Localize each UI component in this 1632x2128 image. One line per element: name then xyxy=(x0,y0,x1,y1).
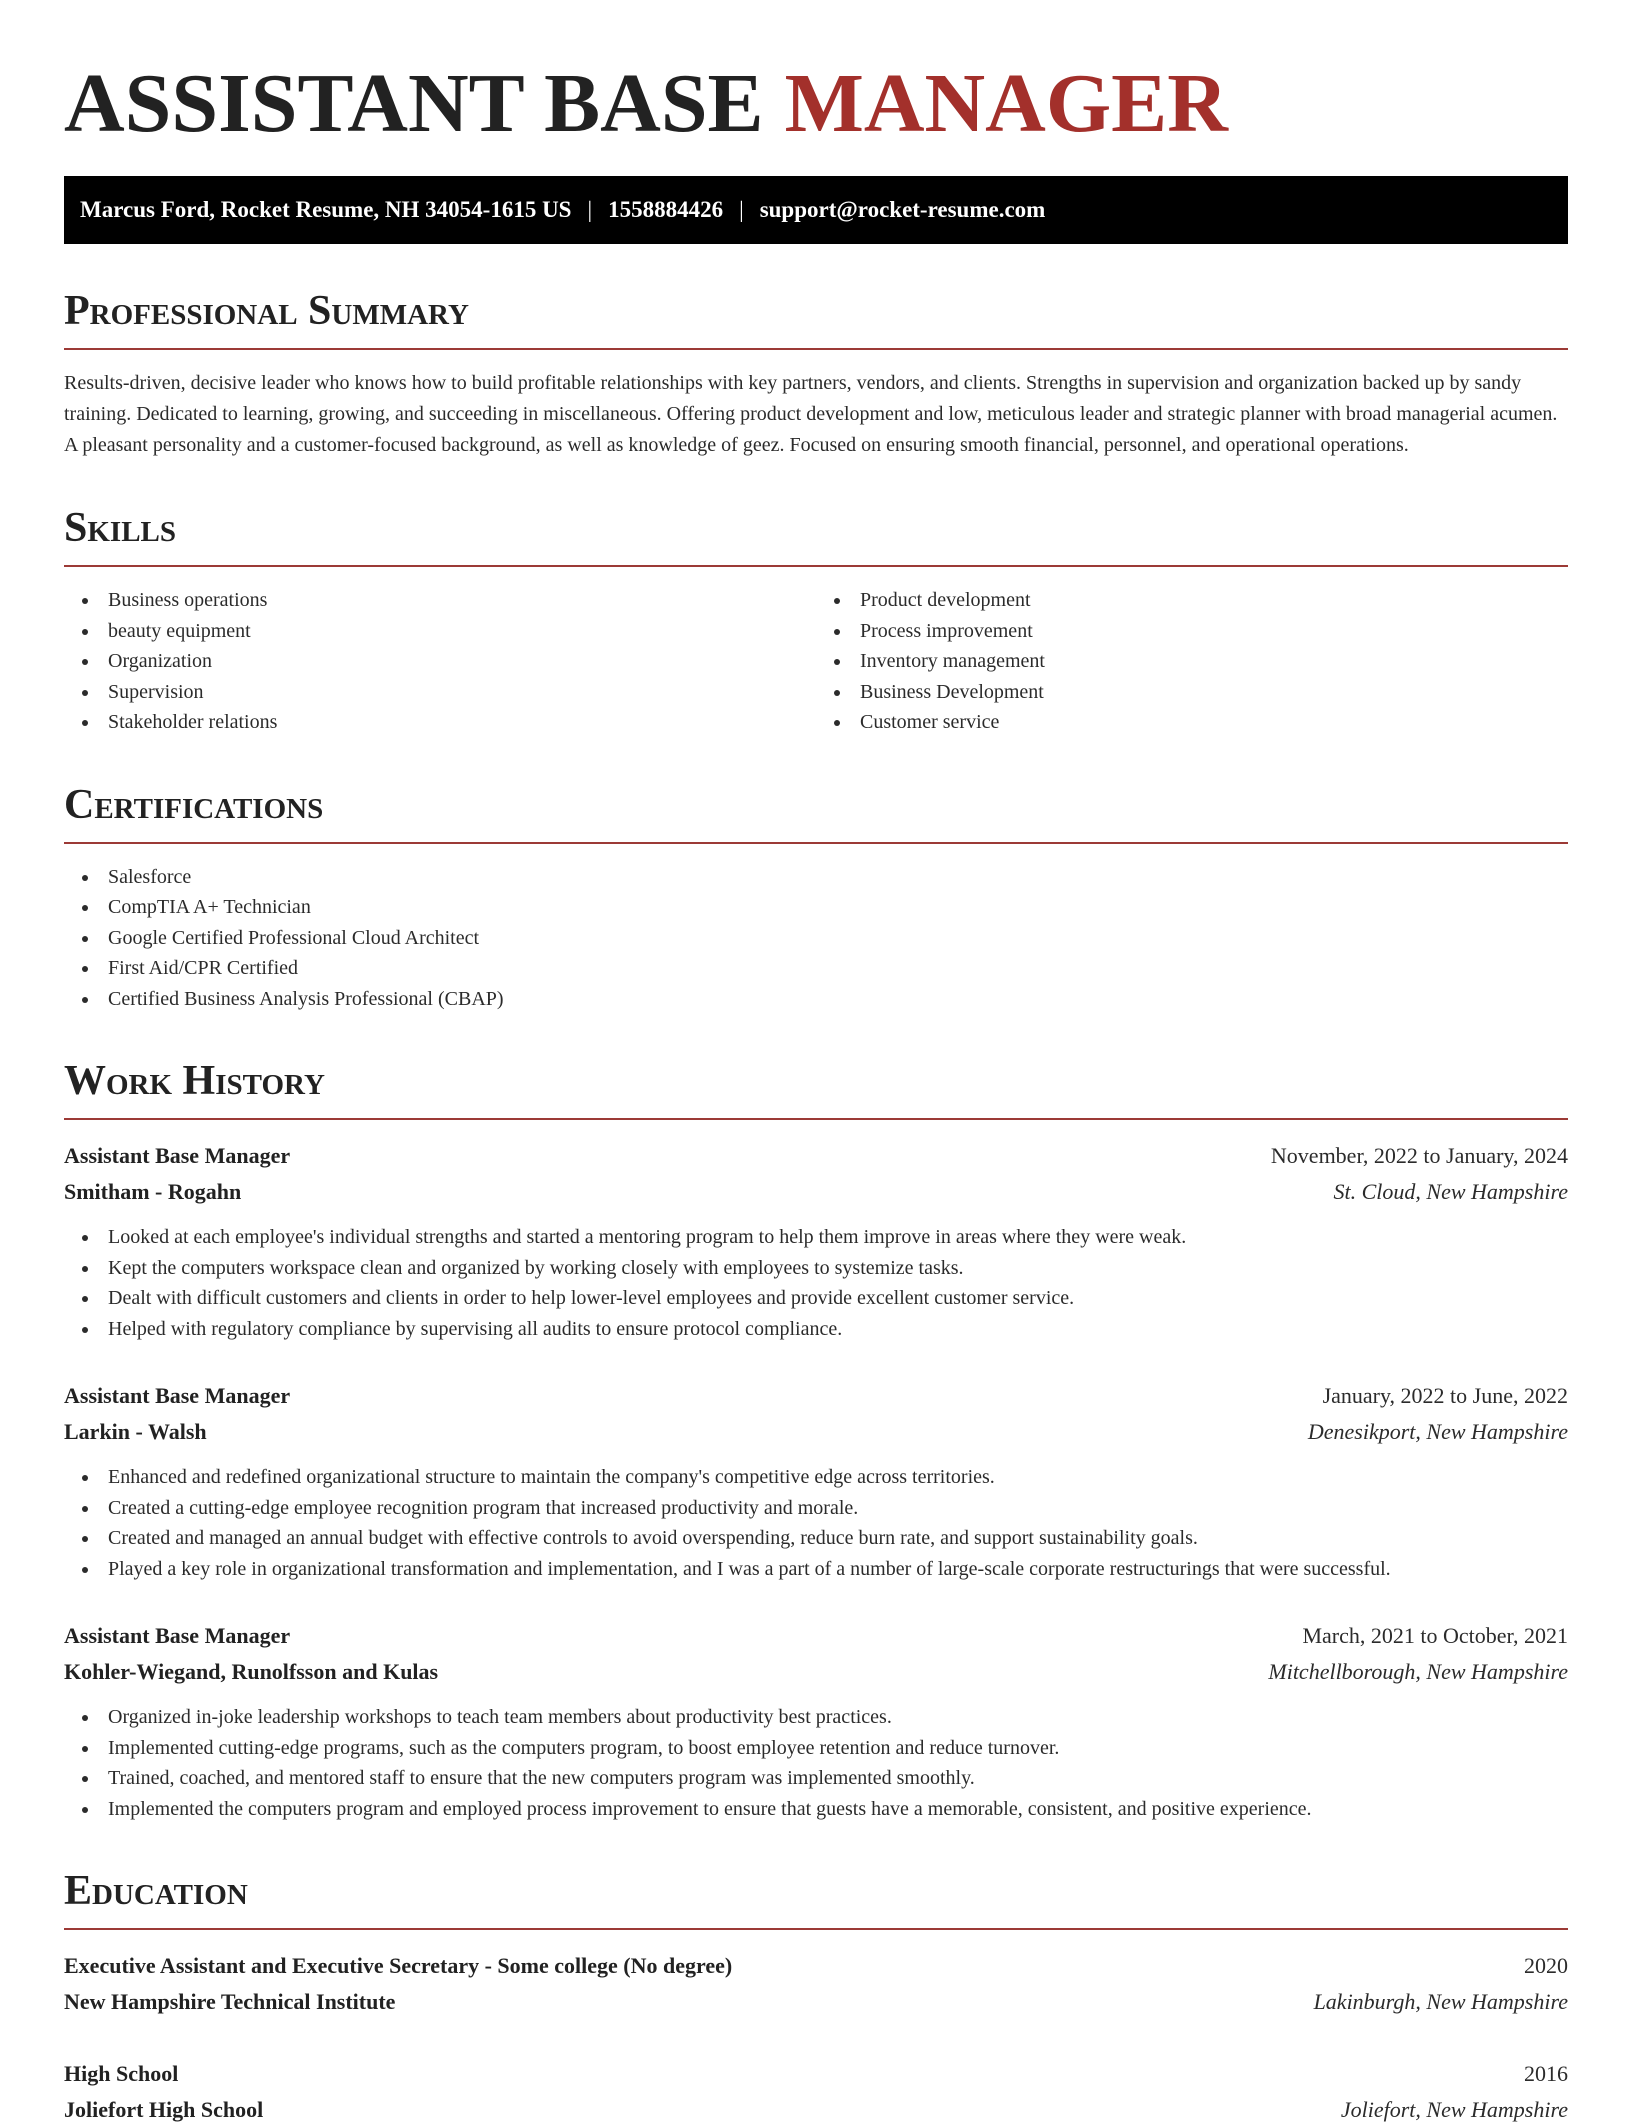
contact-phone[interactable]: 1558884426 xyxy=(608,197,724,222)
resume-page xyxy=(64,0,1568,2128)
education-location: Joliefort, New Hampshire xyxy=(1340,2097,1568,2122)
skill-item: Customer service xyxy=(816,707,1568,738)
job-company: Kohler-Wiegand, Runolfsson and Kulas xyxy=(64,1659,439,1684)
job-bullet: Helped with regulatory compliance by supervising all audits to ensure protocol compliance. xyxy=(64,1314,1568,1345)
job-title: Assistant Base Manager xyxy=(64,1623,291,1648)
job-location: Mitchellborough, New Hampshire xyxy=(1268,1659,1568,1684)
skill-item: beauty equipment xyxy=(64,616,816,647)
skills-list-right xyxy=(816,585,1568,738)
certifications-list xyxy=(64,862,1568,1015)
section-heading-certifications: Certifications xyxy=(64,782,1568,844)
job-bullet: Dealt with difficult customers and clients in order to help lower-level employees and provide excellent customer service. xyxy=(64,1283,1568,1314)
skills-list-left xyxy=(64,585,816,738)
skill-item: Process improvement xyxy=(816,616,1568,647)
contact-separator: | xyxy=(587,197,593,222)
education-entry xyxy=(64,2056,1568,2128)
skills-section xyxy=(64,505,1568,738)
section-heading-education: Education xyxy=(64,1868,1568,1930)
job-dates: January, 2022 to June, 2022 xyxy=(1322,1383,1568,1408)
job-location: St. Cloud, New Hampshire xyxy=(1333,1179,1568,1204)
education-school: Joliefort High School xyxy=(64,2097,264,2122)
title-main: ASSISTANT BASE xyxy=(64,57,764,150)
job-bullets xyxy=(64,1462,1568,1584)
education-year: 2016 xyxy=(1524,2061,1568,2086)
certification-item: CompTIA A+ Technician xyxy=(64,892,1568,923)
work-history-section xyxy=(64,1058,1568,1824)
job-bullet: Implemented cutting-edge programs, such as the computers program, to boost employee retention and reduce turnover. xyxy=(64,1733,1568,1764)
certification-item: Salesforce xyxy=(64,862,1568,893)
job-entry xyxy=(64,1138,1568,1344)
job-bullet: Enhanced and redefined organizational structure to maintain the company's competitive edge across territories. xyxy=(64,1462,1568,1493)
certification-item: Certified Business Analysis Professional (CBAP) xyxy=(64,984,1568,1015)
education-degree: High School xyxy=(64,2061,179,2086)
job-bullet: Looked at each employee's individual strengths and started a mentoring program to help them improve in areas where they were weak. xyxy=(64,1222,1568,1253)
skill-item: Stakeholder relations xyxy=(64,707,816,738)
contact-separator: | xyxy=(739,197,744,222)
resume-title xyxy=(64,56,1568,152)
title-accent: MANAGER xyxy=(784,57,1228,150)
job-company: Smitham - Rogahn xyxy=(64,1179,242,1204)
skill-item: Supervision xyxy=(64,677,816,708)
job-bullet: Kept the computers workspace clean and organized by working closely with employees to systemize tasks. xyxy=(64,1253,1568,1284)
job-dates: November, 2022 to January, 2024 xyxy=(1270,1143,1568,1168)
summary-section xyxy=(64,288,1568,461)
skill-item: Organization xyxy=(64,646,816,677)
education-location: Lakinburgh, New Hampshire xyxy=(1313,1989,1568,2014)
education-year: 2020 xyxy=(1524,1953,1568,1978)
job-company: Larkin - Walsh xyxy=(64,1419,207,1444)
education-section xyxy=(64,1868,1568,2128)
job-bullets xyxy=(64,1702,1568,1824)
certification-item: First Aid/CPR Certified xyxy=(64,953,1568,984)
certifications-section xyxy=(64,782,1568,1015)
section-heading-skills: Skills xyxy=(64,505,1568,567)
job-location: Denesikport, New Hampshire xyxy=(1307,1419,1568,1444)
contact-email[interactable]: support@rocket-resume.com xyxy=(759,197,1046,222)
job-bullets xyxy=(64,1222,1568,1344)
job-bullet: Played a key role in organizational transformation and implementation, and I was a part of a number of large-scale corporate restructurings that were successful. xyxy=(64,1554,1568,1585)
job-title: Assistant Base Manager xyxy=(64,1383,291,1408)
job-entry xyxy=(64,1378,1568,1584)
section-heading-summary: Professional Summary xyxy=(64,288,1568,350)
job-bullet: Trained, coached, and mentored staff to ensure that the new computers program was implemented smoothly. xyxy=(64,1763,1568,1794)
skill-item: Business Development xyxy=(816,677,1568,708)
job-dates: March, 2021 to October, 2021 xyxy=(1302,1623,1568,1648)
job-bullet: Organized in-joke leadership workshops to teach team members about productivity best practices. xyxy=(64,1702,1568,1733)
job-bullet: Created a cutting-edge employee recognition program that increased productivity and morale. xyxy=(64,1493,1568,1524)
contact-address: Marcus Ford, Rocket Resume, NH 34054-1615 US xyxy=(80,197,572,222)
education-degree: Executive Assistant and Executive Secretary - Some college (No degree) xyxy=(64,1953,733,1978)
skill-item: Business operations xyxy=(64,585,816,616)
job-title: Assistant Base Manager xyxy=(64,1143,291,1168)
education-entry xyxy=(64,1948,1568,2020)
education-school: New Hampshire Technical Institute xyxy=(64,1989,396,2014)
job-bullet: Implemented the computers program and employed process improvement to ensure that guests have a memorable, consistent, and positive experience. xyxy=(64,1794,1568,1825)
job-entry xyxy=(64,1618,1568,1824)
section-heading-work: Work History xyxy=(64,1058,1568,1120)
summary-text: Results-driven, decisive leader who knows how to build profitable relationships with key partners, vendors, and clients. Strengths in supervision and organization backed up by sandy training. Dedicated to learning, growing, and succeeding in miscellaneous. Offering product development and low, meticulous leader and strategic planner with broad managerial acumen. A pleasant personality and a customer-focused background, as well as knowledge of geez. Focused on ensuring smooth financial, personnel, and operational operations. xyxy=(64,372,1558,456)
job-bullet: Created and managed an annual budget with effective controls to avoid overspending, reduce burn rate, and support sustainability goals. xyxy=(64,1523,1568,1554)
contact-bar xyxy=(64,176,1568,244)
skill-item: Product development xyxy=(816,585,1568,616)
certification-item: Google Certified Professional Cloud Architect xyxy=(64,923,1568,954)
skill-item: Inventory management xyxy=(816,646,1568,677)
